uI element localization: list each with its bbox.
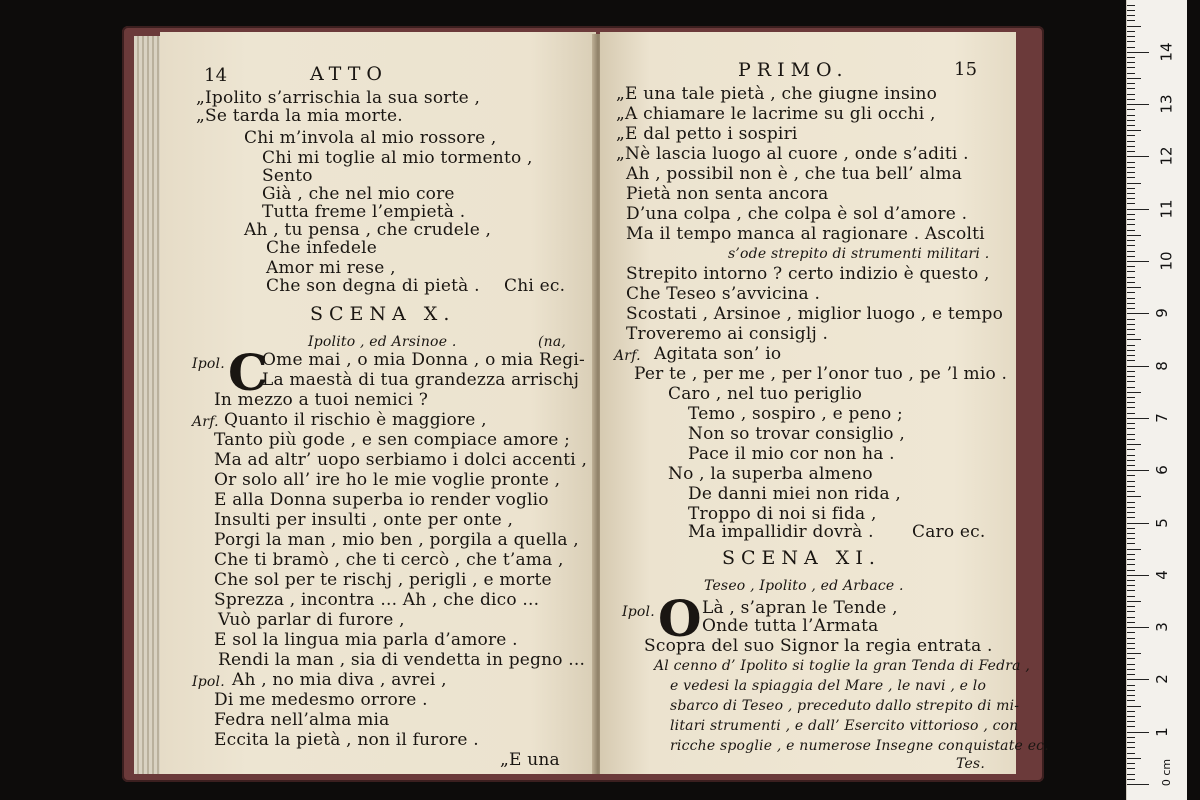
ruler-tick	[1127, 376, 1135, 377]
ruler-tick	[1127, 590, 1135, 591]
ruler-tick	[1127, 753, 1135, 754]
text-line: „Ipolito s’arrischia la sua sorte ,	[196, 88, 481, 108]
text-line: No , la superba almeno	[668, 464, 873, 484]
text-line: Scopra del suo Signor la regia entrata .	[644, 636, 993, 656]
ruler-tick	[1127, 57, 1135, 58]
speaker-label: Arf.	[192, 414, 219, 430]
ruler-tick	[1127, 784, 1149, 785]
text-line: Ma impallidir dovrà .	[688, 522, 874, 542]
ruler-tick	[1127, 203, 1135, 204]
ruler-tick	[1127, 345, 1135, 346]
ruler-tick	[1127, 26, 1141, 27]
ruler-tick	[1127, 261, 1149, 262]
ruler-tick	[1127, 73, 1135, 74]
ruler-tick	[1127, 287, 1141, 288]
ruler-tick	[1127, 418, 1149, 419]
text-line: Ah , tu pensa , che crudele ,	[244, 220, 492, 240]
text-line: Ma ad altr’ uopo serbiamo i dolci accenti ,	[214, 450, 588, 470]
ruler-tick	[1127, 41, 1135, 42]
ruler-tick	[1127, 428, 1135, 429]
ruler-tick	[1127, 711, 1135, 712]
speaker-label: Ipol.	[622, 604, 655, 620]
text-line: De danni miei non rida ,	[688, 484, 902, 504]
ruler-tick	[1127, 669, 1135, 670]
ruler-tick	[1127, 512, 1135, 513]
ruler-tick	[1127, 538, 1135, 539]
ruler-tick	[1127, 15, 1135, 16]
ruler-tick	[1127, 251, 1135, 252]
ruler-tick	[1127, 67, 1135, 68]
ruler-tick	[1127, 387, 1135, 388]
text-line: Di me medesmo orrore .	[214, 690, 428, 710]
ruler-tick	[1127, 747, 1135, 748]
ruler-tick	[1127, 120, 1135, 121]
ruler-tick	[1127, 523, 1149, 524]
ruler-tick	[1127, 716, 1135, 717]
ruler-tick	[1127, 648, 1135, 649]
text-line: Che sol per te rischj , perigli , e morte	[214, 570, 552, 590]
ruler-tick	[1127, 768, 1135, 769]
ruler-number: 4	[1152, 570, 1171, 580]
ruler-tick	[1127, 475, 1135, 476]
text-line: Strepito intorno ? certo indizio è questo ,	[626, 264, 990, 284]
ruler-tick	[1127, 737, 1135, 738]
ruler-tick	[1127, 481, 1135, 482]
ruler-tick	[1127, 339, 1141, 340]
ruler-tick	[1127, 638, 1135, 639]
scene-title: SCENA XI.	[722, 547, 881, 569]
refrain-cue: Caro ec.	[912, 522, 986, 542]
text-line: Sento	[262, 166, 313, 186]
ruler-tick	[1127, 266, 1135, 267]
ruler-tick	[1127, 460, 1135, 461]
ruler-tick	[1127, 549, 1141, 550]
scene-title: SCENA X.	[310, 303, 456, 325]
text-line: Che Teseo s’avvicina .	[626, 284, 821, 304]
text-line: Sprezza , incontra ... Ah , che dico ...	[214, 590, 540, 610]
text-line: Ah , possibil non è , che tua bell’ alma	[626, 164, 963, 184]
ruler-number: 2	[1152, 674, 1171, 685]
scene-characters-tail: (na,	[538, 334, 567, 350]
ruler-tick	[1127, 664, 1135, 665]
ruler-number: 5	[1152, 517, 1171, 528]
text-line: D’una colpa , che colpa è sol d’amore .	[626, 204, 968, 224]
ruler-tick	[1127, 611, 1135, 612]
speaker-label: Ipol.	[192, 674, 225, 690]
ruler-tick	[1127, 465, 1135, 466]
text-line: Ma il tempo manca al ragionare . Ascolti	[626, 224, 985, 244]
text-line: Quanto il rischio è maggiore ,	[224, 410, 487, 430]
ruler-tick	[1127, 125, 1135, 126]
ruler-tick	[1127, 533, 1135, 534]
ruler-tick	[1127, 360, 1135, 361]
text-line: „A chiamare le lacrime su gli occhi ,	[616, 104, 936, 124]
ruler-number: 7	[1152, 413, 1171, 423]
ruler-tick	[1127, 224, 1135, 225]
ruler-tick	[1127, 193, 1135, 194]
ruler-tick	[1127, 486, 1135, 487]
ruler-number: 8	[1152, 360, 1171, 371]
text-line: Ome mai , o mia Donna , o mia Regi-	[262, 350, 585, 370]
ruler-tick	[1127, 109, 1135, 110]
ruler-tick	[1127, 5, 1135, 6]
page-number-right: 15	[954, 59, 978, 80]
ruler-tick	[1127, 695, 1135, 696]
text-line: In mezzo a tuoi nemici ?	[214, 390, 429, 410]
ruler-tick	[1127, 439, 1135, 440]
ruler-tick	[1127, 162, 1135, 163]
running-head-left: ATTO	[310, 63, 388, 85]
text-line: Agitata son’ io	[654, 344, 782, 364]
ruler-tick	[1127, 434, 1135, 435]
ruler-tick	[1127, 653, 1141, 654]
text-line: Insulti per insulti , onte per onte ,	[214, 510, 514, 530]
stage-direction: ricche spoglie , e numerose Insegne conquistate ec.	[670, 738, 1049, 754]
ruler-tick	[1127, 366, 1149, 367]
text-line: Che ti bramò , che ti cercò , che t’ama ,	[214, 550, 564, 570]
ruler-tick	[1127, 617, 1135, 618]
text-line: Troppo di noi si fida ,	[688, 504, 877, 524]
ruler-tick	[1127, 334, 1135, 335]
right-page	[600, 32, 1049, 774]
ruler-tick	[1127, 135, 1135, 136]
text-line: Che infedele	[266, 238, 377, 258]
ruler-tick	[1127, 177, 1135, 178]
text-line: Onde tutta l’Armata	[702, 616, 879, 636]
ruler-tick	[1127, 240, 1135, 241]
ruler-tick	[1127, 413, 1135, 414]
ruler-tick	[1127, 214, 1135, 215]
ruler-tick	[1127, 580, 1135, 581]
ruler-tick	[1127, 564, 1135, 565]
ruler-tick	[1127, 78, 1141, 79]
ruler-tick	[1127, 151, 1135, 152]
ruler-tick	[1127, 271, 1135, 272]
ruler-tick	[1127, 392, 1141, 393]
ruler-tick	[1127, 319, 1135, 320]
ruler-tick	[1127, 585, 1135, 586]
ruler-number: 14	[1157, 42, 1176, 62]
text-line: Troveremo ai consiglj .	[626, 324, 829, 344]
ruler-tick	[1127, 470, 1149, 471]
ruler-tick	[1127, 36, 1135, 37]
ruler-tick	[1127, 277, 1135, 278]
text-line: Pietà non senta ancora	[626, 184, 829, 204]
text-line: Pace il mio cor non ha .	[688, 444, 895, 464]
ruler-tick	[1127, 758, 1141, 759]
ruler-tick	[1127, 643, 1135, 644]
ruler-tick	[1127, 700, 1135, 701]
ruler-tick	[1127, 679, 1149, 680]
ruler-tick	[1127, 554, 1135, 555]
ruler-number: 12	[1157, 146, 1176, 166]
text-line: Amor mi rese ,	[266, 258, 396, 278]
text-line: Eccita la pietà , non il furore .	[214, 730, 479, 750]
drop-cap: C	[228, 343, 268, 402]
text-line: „Nè lascia luogo al cuore , onde s’aditi .	[616, 144, 969, 164]
ruler-tick	[1127, 528, 1135, 529]
refrain-cue: Chi ec.	[504, 276, 566, 296]
measurement-ruler	[1126, 0, 1187, 800]
ruler-tick	[1127, 230, 1135, 231]
text-line: „E una tale pietà , che giugne insino	[616, 84, 938, 104]
ruler-number: 9	[1152, 308, 1171, 319]
text-line: Temo , sospiro , e peno ;	[688, 404, 903, 424]
text-line: Caro , nel tuo periglio	[668, 384, 863, 404]
ruler-tick	[1127, 690, 1135, 691]
ruler-tick	[1127, 517, 1135, 518]
text-line: Vuò parlar di furore ,	[218, 610, 405, 630]
text-line: Fedra nell’alma mia	[214, 710, 390, 730]
text-line: Scostati , Arsinoe , miglior luogo , e tempo	[626, 304, 1004, 324]
ruler-tick	[1127, 104, 1149, 105]
ruler-tick	[1127, 570, 1135, 571]
ruler-tick	[1127, 763, 1135, 764]
stage-direction: sbarco di Teseo , preceduto dallo strepito di mi-	[670, 698, 1020, 714]
text-line: Non so trovar consiglio ,	[688, 424, 905, 444]
text-line: E alla Donna superba io render voglio	[214, 490, 549, 510]
ruler-tick	[1127, 685, 1135, 686]
ruler-tick	[1127, 303, 1135, 304]
ruler-number: 10	[1157, 251, 1176, 271]
left-page	[160, 32, 596, 774]
ruler-tick	[1127, 298, 1135, 299]
speaker-label: Ipol.	[192, 356, 225, 372]
ruler-tick	[1127, 324, 1135, 325]
text-line: Chi mi toglie al mio tormento ,	[262, 148, 533, 168]
ruler-tick	[1127, 507, 1135, 508]
ruler-tick	[1127, 371, 1135, 372]
ruler-tick	[1127, 774, 1135, 775]
ruler-tick	[1127, 596, 1135, 597]
ruler-tick	[1127, 622, 1135, 623]
ruler-tick	[1127, 402, 1135, 403]
ruler-tick	[1127, 256, 1135, 257]
ruler-tick	[1127, 292, 1135, 293]
text-line: Chi m’invola al mio rossore ,	[244, 128, 497, 148]
text-line: Là , s’apran le Tende ,	[702, 598, 898, 618]
ruler-tick	[1127, 88, 1135, 89]
ruler-tick	[1127, 62, 1135, 63]
catchword: Tes.	[956, 756, 985, 772]
ruler-tick	[1127, 627, 1149, 628]
ruler-unit-label: 0 cm	[1160, 758, 1174, 787]
ruler-tick	[1127, 329, 1135, 330]
ruler-tick	[1127, 172, 1135, 173]
ruler-tick	[1127, 99, 1135, 100]
ruler-tick	[1127, 721, 1135, 722]
ruler-number: 11	[1157, 199, 1176, 219]
ruler-tick	[1127, 94, 1135, 95]
ruler-tick	[1127, 575, 1149, 576]
ruler-tick	[1127, 146, 1135, 147]
ruler-tick	[1127, 732, 1149, 733]
ruler-tick	[1127, 355, 1135, 356]
ruler-tick	[1127, 674, 1135, 675]
ruler-tick	[1127, 20, 1135, 21]
ruler-tick	[1127, 601, 1141, 602]
ruler-tick	[1127, 10, 1135, 11]
ruler-tick	[1127, 115, 1135, 116]
ruler-tick	[1127, 742, 1135, 743]
ruler-tick	[1127, 350, 1135, 351]
ruler-tick	[1127, 449, 1135, 450]
text-line: „Se tarda la mia morte.	[196, 106, 403, 126]
running-head-right: PRIMO.	[738, 59, 849, 81]
scene-characters: Teseo , Ipolito , ed Arbace .	[704, 578, 904, 594]
ruler-tick	[1127, 381, 1135, 382]
ruler-tick	[1127, 282, 1135, 283]
ruler-tick	[1127, 188, 1135, 189]
text-line: Porgi la man , mio ben , porgila a quella ,	[214, 530, 579, 550]
ruler-tick	[1127, 543, 1135, 544]
stage-direction: s’ode strepito di strumenti militari .	[728, 246, 990, 262]
ruler-tick	[1127, 726, 1135, 727]
ruler-number: 6	[1152, 465, 1171, 475]
ruler-tick	[1127, 502, 1135, 503]
ruler-tick	[1127, 156, 1149, 157]
ruler-tick	[1127, 559, 1135, 560]
ruler-tick	[1127, 47, 1135, 48]
ruler-tick	[1127, 407, 1135, 408]
ruler-tick	[1127, 455, 1135, 456]
ruler-tick	[1127, 606, 1135, 607]
text-line: Tanto più gode , e sen compiace amore ;	[214, 430, 571, 450]
ruler-tick	[1127, 167, 1135, 168]
catchword: „E una	[500, 750, 560, 770]
ruler-tick	[1127, 183, 1141, 184]
text-line: Già , che nel mio core	[262, 184, 455, 204]
ruler-number: 3	[1152, 622, 1171, 632]
ruler-tick	[1127, 308, 1135, 309]
text-line: Or solo all’ ire ho le mie voglie pronte ,	[214, 470, 561, 490]
ruler-tick	[1127, 198, 1135, 199]
scene-characters: Ipolito , ed Arsinoe .	[308, 334, 457, 350]
ruler-tick	[1127, 491, 1135, 492]
ruler-tick	[1127, 313, 1149, 314]
ruler-tick	[1127, 130, 1141, 131]
ruler-tick	[1127, 52, 1149, 53]
ruler-tick	[1127, 444, 1141, 445]
text-line: E sol la lingua mia parla d’amore .	[214, 630, 518, 650]
text-line: Che son degna di pietà .	[266, 276, 480, 296]
text-line: La maestà di tua grandezza arrischj	[262, 370, 580, 390]
ruler-number: 1	[1152, 726, 1171, 737]
page-number-left: 14	[204, 65, 228, 86]
ruler-tick	[1127, 496, 1141, 497]
text-line: „E dal petto i sospiri	[616, 124, 798, 144]
ruler-tick	[1127, 397, 1135, 398]
ruler-tick	[1127, 658, 1135, 659]
ruler-number: 13	[1157, 94, 1176, 114]
stage-direction: Al cenno d’ Ipolito si toglie la gran Tenda di Fedra ,	[654, 658, 1031, 674]
ruler-tick	[1127, 706, 1141, 707]
drop-cap: O	[658, 589, 702, 648]
ruler-tick	[1127, 31, 1135, 32]
ruler-tick	[1127, 245, 1135, 246]
text-line: Ah , no mia diva , avrei ,	[232, 670, 447, 690]
ruler-tick	[1127, 141, 1135, 142]
ruler-tick	[1127, 235, 1141, 236]
ruler-tick	[1127, 779, 1135, 780]
text-line: Per te , per me , per l’onor tuo , pe ’l mio .	[634, 364, 1008, 384]
speaker-label: Arf.	[614, 348, 641, 364]
stage-direction: litari strumenti , e dall’ Esercito vittorioso , con	[670, 718, 1019, 734]
stage-direction: e vedesi la spiaggia del Mare , le navi , e lo	[670, 678, 987, 694]
text-line: Tutta freme l’empietà .	[262, 202, 466, 222]
ruler-tick	[1127, 632, 1135, 633]
text-line: Rendi la man , sia di vendetta in pegno ...	[218, 650, 586, 670]
ruler-tick	[1127, 83, 1135, 84]
ruler-tick	[1127, 219, 1135, 220]
ruler-tick	[1127, 423, 1135, 424]
ruler-tick	[1127, 209, 1149, 210]
